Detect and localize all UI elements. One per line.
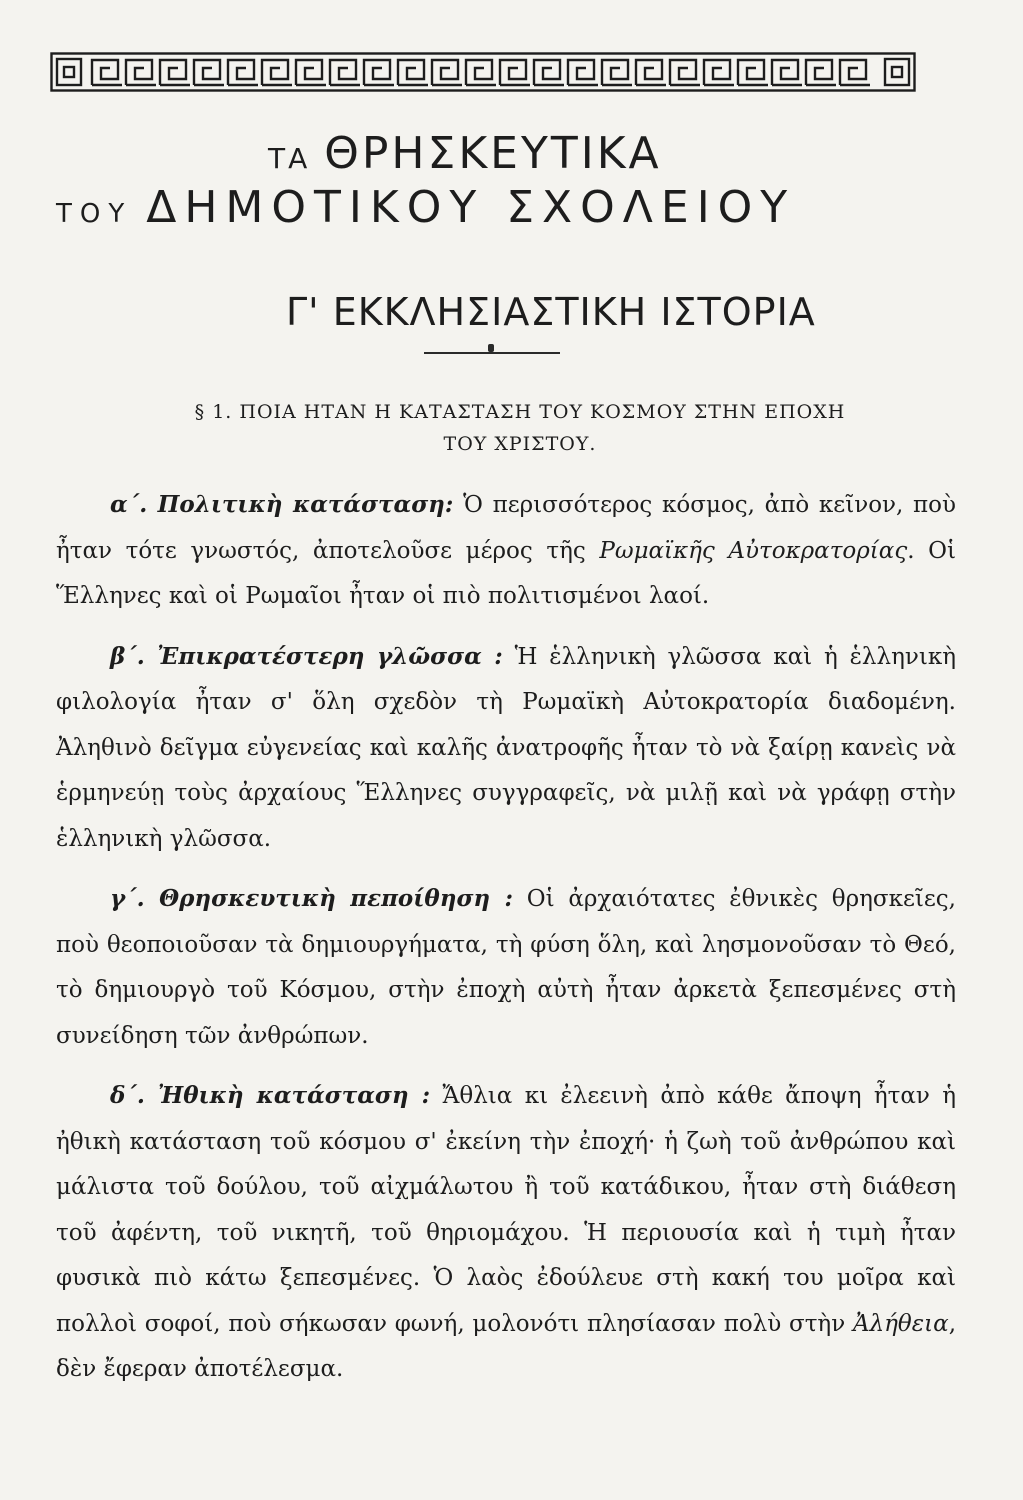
book-title-line1	[268, 128, 662, 179]
section-heading-line2: ΤΟΥ ΧΡΙΣΤΟΥ.	[443, 433, 597, 455]
greek-key-border	[50, 52, 916, 92]
part-subtitle: Γ' ΕΚΚΛΗΣΙΑΣΤΙΚΗ ΙΣΤΟΡΙΑ	[286, 290, 816, 334]
paragraph-lead: γ΄. Θρησκευτικὴ πεποίθηση :	[110, 885, 514, 912]
paragraph-language	[56, 634, 956, 863]
paragraph-lead: β΄. Ἐπικρατέστερη γλῶσσα :	[110, 642, 503, 670]
paragraph-italic: Ἀλήθεια	[852, 1310, 949, 1337]
book-title-line2	[56, 182, 795, 233]
title-school: ΔΗΜΟΤΙΚΟΥ ΣΧΟΛΕΙΟΥ	[146, 182, 796, 233]
paragraph-italic: Ρωμαϊκῆς Αὐτοκρατορίας	[599, 537, 908, 564]
paragraph-text-end: . Οἱ Ἕλληνες καὶ οἱ Ρωμαῖοι ἦταν οἱ πιὸ πολιτισμένοι λαοί.	[56, 537, 957, 609]
paragraph-lead: δ΄. Ἠθικὴ κατάσταση :	[110, 1082, 431, 1109]
paragraph-text: Ἡ ἑλληνικὴ γλῶσσα καὶ ἡ ἑλληνικὴ φιλολογία ἦταν σ' ὅλη σχεδὸν τὴ Ρωμαϊκὴ Αὐτοκρατορία διαδομένη. Ἀληθινὸ δεῖγμα εὐγενείας καὶ καλῆς ἀνατροφῆς ἦταν τὸ νὰ ξαίρῃ κανεὶς νὰ ἑρμηνεύῃ τοὺς ἀρχαίους Ἕλληνες συγγραφεῖς, νὰ μιλῇ καὶ νὰ γράφῃ στὴν ἑλληνικὴ γλῶσσα.	[56, 643, 957, 852]
body-text	[56, 482, 956, 1407]
section-heading	[120, 396, 920, 460]
title-article-2: ΤΟΥ	[56, 199, 133, 229]
paragraph-text: Οἱ ἀρχαιότατες ἐθνικὲς θρησκεῖες, ποὺ θεοποιοῦσαν τὰ δημιουργήματα, τὴ φύση ὅλη, καὶ λησμονοῦσαν τὸ Θεό, τὸ δημιουργὸ τοῦ Κόσμου, στὴν ἐποχὴ αὐτὴ ἦταν ἀρκετὰ ξεπεσμένες στὴ συνείδηση τῶν ἀνθρώπων.	[56, 886, 956, 1049]
title-article: ΤΑ	[268, 142, 311, 175]
paragraph-political	[56, 482, 956, 620]
paragraph-morality	[56, 1073, 956, 1393]
paragraph-lead: α΄. Πολιτικὴ κατάσταση:	[110, 491, 454, 518]
title-main-word: ΘΡΗΣΚΕΥΤΙΚΑ	[324, 128, 662, 179]
paragraph-text: Ὁ περισσότερος κόσμος, ἀπὸ κεῖνον, ποὺ ἦταν τότε γνωστός, ἀποτελοῦσε μέρος τῆς	[56, 492, 957, 564]
paragraph-text: Ἄθλια κι ἐλεεινὴ ἀπὸ κάθε ἄποψη ἦταν ἡ ἠθικὴ κατάσταση τοῦ κόσμου σ' ἐκείνη τὴν ἐποχή· ἡ ζωὴ τοῦ ἀνθρώπου καὶ μάλιστα τοῦ δούλου, τοῦ αἰχμάλωτου ἢ τοῦ κατάδικου, ἦταν στὴ διάθεση τοῦ ἀφέντη, τοῦ νικητῆ, τοῦ θηριομάχου. Ἡ περιουσία καὶ ἡ τιμὴ ἦταν φυσικὰ πιὸ κάτω ξεπεσμένες. Ὁ λαὸς ἐδούλευε στὴ κακή του μοῖρα καὶ πολλοὶ σοφοί, ποὺ σήκωσαν φωνή, μολονότι πλησίασαν πολὺ στὴν	[56, 1083, 956, 1337]
paragraph-text-end: , δὲν ἔφεραν ἀποτέλεσμα.	[56, 1310, 956, 1382]
paragraph-religion	[56, 876, 956, 1059]
section-heading-line1: § 1. ΠΟΙΑ ΗΤΑΝ Η ΚΑΤΑΣΤΑΣΗ ΤΟΥ ΚΟΣΜΟΥ ΣΤΗΝ ΕΠΟΧΗ	[194, 401, 846, 423]
title-rule	[424, 352, 560, 354]
title-rule-ornament	[488, 344, 494, 352]
